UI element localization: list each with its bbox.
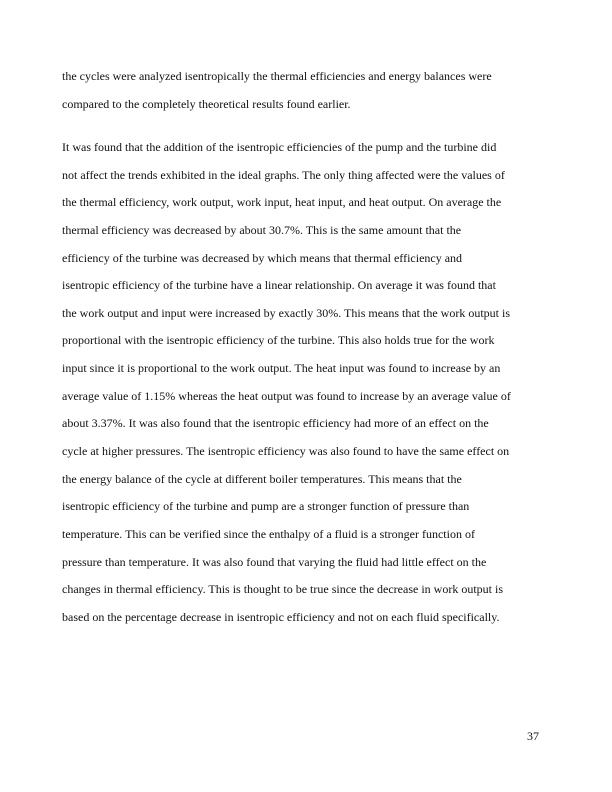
text-line: input since it is proportional to the work output. The heat input was found to increase by an — [62, 361, 501, 376]
text-line: thermal efficiency was decreased by about 30.7%. This is the same amount that the — [62, 222, 462, 237]
text-line: compared to the completely theoretical results found earlier. — [62, 96, 351, 111]
text-line: the work output and input were increased by exactly 30%. This means that the work output is — [62, 305, 511, 320]
text-line: about 3.37%. It was also found that the isentropic efficiency had more of an effect on the — [62, 416, 489, 431]
text-line: not affect the trends exhibited in the ideal graphs. The only thing affected were the values of — [62, 167, 505, 182]
text-line: changes in thermal efficiency. This is thought to be true since the decrease in work output is — [62, 582, 503, 597]
text-line: the thermal efficiency, work output, work input, heat input, and heat output. On average the — [62, 195, 502, 210]
text-line: isentropic efficiency of the turbine and pump are a stronger function of pressure than — [62, 499, 470, 514]
text-line: the energy balance of the cycle at different boiler temperatures. This means that the — [62, 471, 462, 486]
text-line: temperature. This can be verified since the enthalpy of a fluid is a stronger function of — [62, 526, 475, 541]
text-line: isentropic efficiency of the turbine have a linear relationship. On average it was found that — [62, 278, 496, 293]
text-line: pressure than temperature. It was also found that varying the fluid had little effect on the — [62, 554, 487, 569]
text-line: It was found that the addition of the isentropic efficiencies of the pump and the turbine did — [62, 140, 497, 154]
text-line: efficiency of the turbine was decreased by which means that thermal efficiency and — [62, 250, 463, 265]
paragraph-1 — [62, 63, 552, 118]
text-line: the cycles were analyzed isentropically the thermal efficiencies and energy balances were — [62, 69, 492, 83]
page-number: 37 — [527, 729, 539, 743]
paragraph-2 — [62, 134, 552, 632]
text-line: proportional with the isentropic efficiency of the turbine. This also holds true for the work — [62, 333, 495, 348]
text-line: based on the percentage decrease in isentropic efficiency and not on each fluid specifically. — [62, 609, 500, 624]
text-line: cycle at higher pressures. The isentropic efficiency was also found to have the same effect on — [62, 444, 510, 459]
text-line: average value of 1.15% whereas the heat output was found to increase by an average value of — [62, 388, 511, 403]
